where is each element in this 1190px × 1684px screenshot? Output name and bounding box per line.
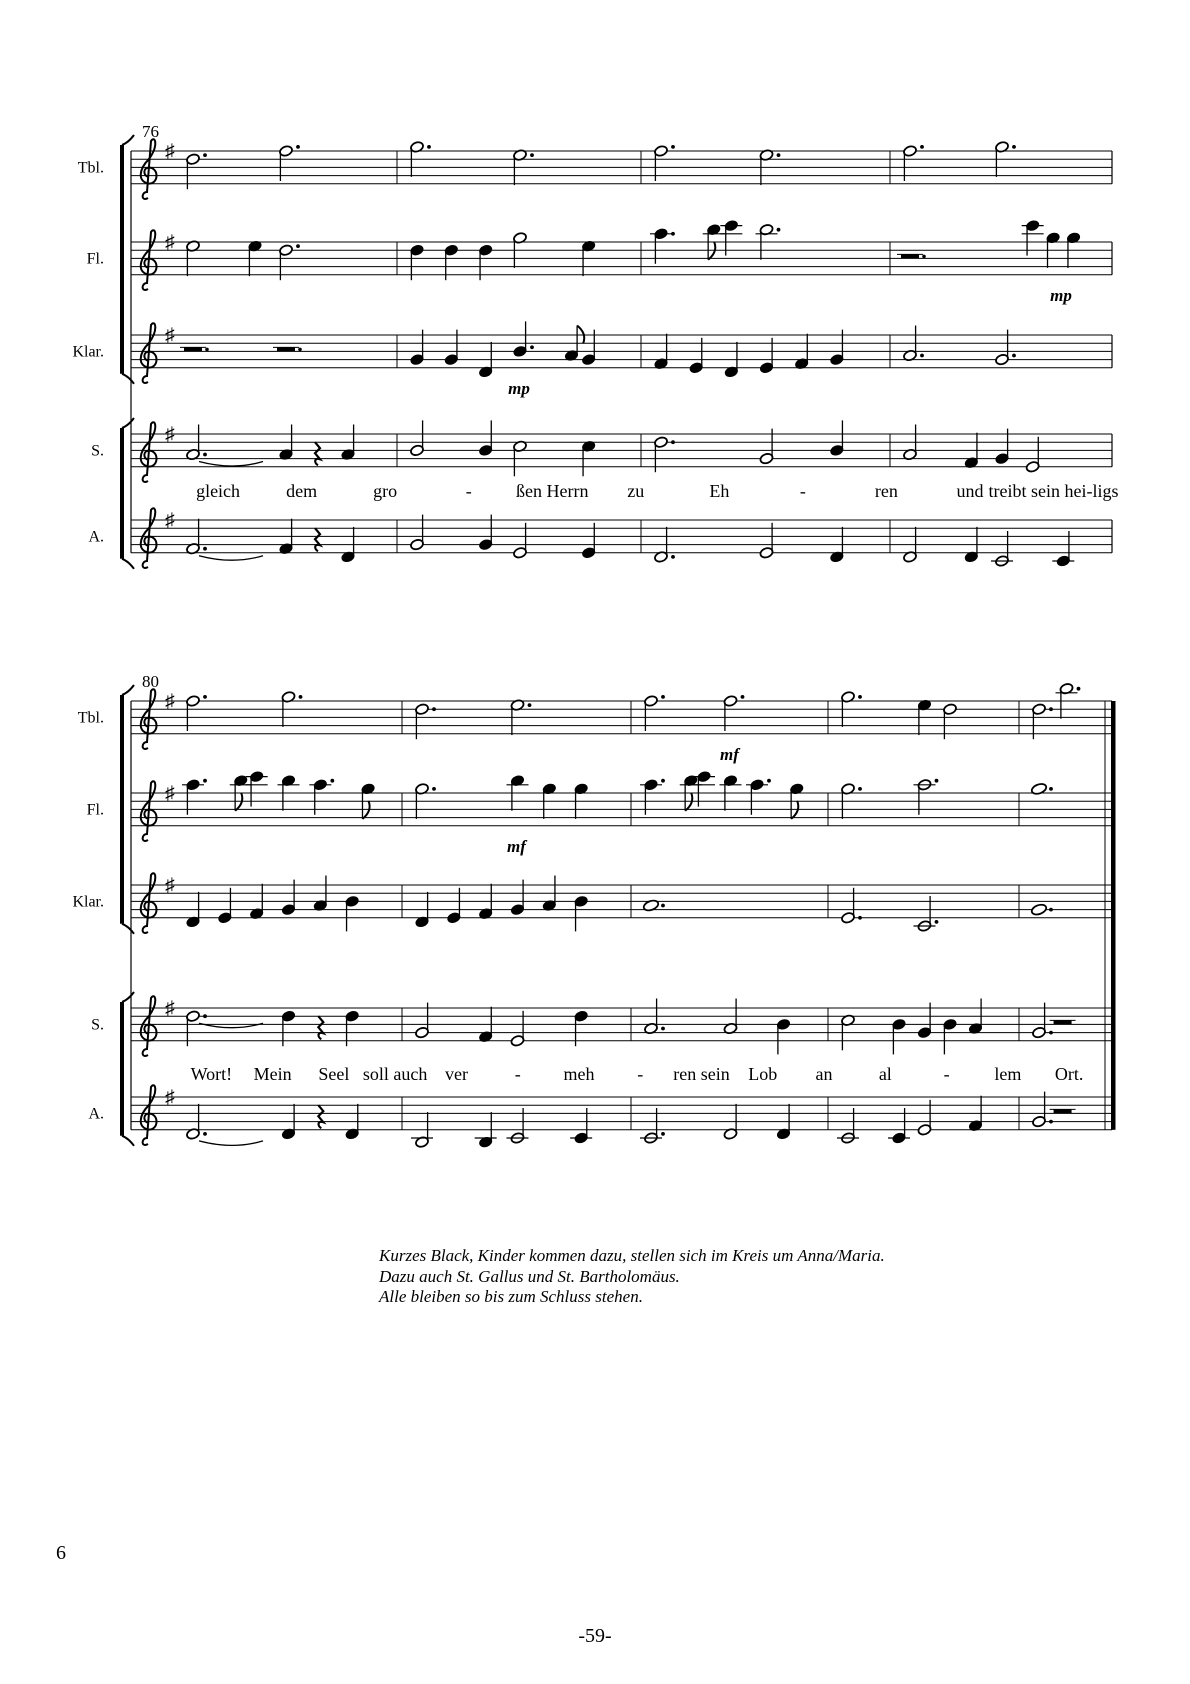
dot — [1012, 145, 1016, 149]
clef-stroke — [141, 781, 157, 841]
clef-stroke — [141, 422, 157, 482]
dot — [858, 916, 862, 920]
dot — [767, 779, 771, 783]
dot — [858, 695, 862, 699]
treble-clef-icon — [141, 508, 157, 568]
rest — [180, 347, 209, 351]
lyric-syllable: Seel — [318, 1064, 350, 1084]
dot — [741, 695, 745, 699]
treble-clef-icon — [141, 996, 157, 1056]
dot — [205, 348, 209, 352]
notehead — [642, 899, 659, 912]
note — [574, 895, 589, 931]
lyric-syllable: - — [465, 481, 472, 501]
clef-stroke — [141, 689, 157, 749]
dot — [935, 920, 939, 924]
rest — [1050, 1109, 1076, 1113]
dot — [661, 904, 665, 908]
instrument-bracket-bottom — [122, 924, 134, 934]
note — [1030, 903, 1052, 916]
dot — [671, 555, 675, 559]
dot — [777, 228, 781, 232]
dot — [296, 244, 300, 248]
dot — [661, 1027, 665, 1031]
measure-number: 80 — [142, 672, 159, 691]
voice-bracket-bottom — [122, 559, 134, 569]
lyric-syllable: lem — [994, 1064, 1022, 1084]
lyric-syllable: meh — [563, 1064, 595, 1084]
dot — [330, 779, 334, 783]
clef-stroke — [141, 508, 157, 568]
staff-label: Fl. — [86, 801, 104, 819]
dot — [920, 145, 924, 149]
dynamic-marking: mp — [1050, 285, 1072, 305]
whole-rest-icon — [1054, 1020, 1072, 1024]
lyric-syllable: gro — [373, 481, 398, 501]
treble-clef-icon — [141, 873, 157, 933]
clef-stroke — [141, 139, 157, 199]
note — [410, 420, 425, 456]
dot — [203, 547, 207, 551]
dot — [661, 1132, 665, 1136]
lyric-syllable: Eh — [709, 481, 730, 501]
stage-direction-line: Dazu auch St. Gallus und St. Bartholomäus. — [379, 1266, 680, 1286]
dot — [1049, 707, 1053, 711]
whole-rest-icon — [277, 347, 295, 351]
quarter-rest-icon — [318, 1016, 323, 1039]
dot — [432, 787, 436, 791]
lyric-syllable: ver — [444, 1064, 468, 1084]
lyric-syllable: treibt sein hei-ligs — [988, 481, 1119, 501]
sharp-icon: ♯ — [165, 510, 175, 531]
page-number: -59- — [578, 1625, 612, 1647]
dot — [427, 145, 431, 149]
dot — [432, 707, 436, 711]
staff-label: S. — [91, 442, 104, 460]
lyric-syllable: zu — [627, 481, 645, 501]
note — [642, 899, 664, 912]
dot — [1049, 908, 1053, 912]
rest — [897, 254, 926, 258]
dot — [922, 255, 926, 259]
instrument-bracket-bottom — [122, 374, 134, 384]
sharp-icon: ♯ — [165, 875, 175, 896]
lyric-syllable: soll auch — [362, 1064, 428, 1084]
lyric-syllable: ßen Herrn — [516, 481, 589, 501]
tie — [199, 1141, 263, 1146]
treble-clef-icon — [141, 422, 157, 482]
treble-clef-icon — [141, 689, 157, 749]
dot — [661, 695, 665, 699]
dot — [203, 153, 207, 157]
dot — [1012, 354, 1016, 358]
note — [776, 1018, 791, 1054]
dot — [671, 145, 675, 149]
quarter-rest-icon — [315, 442, 320, 465]
tie — [199, 556, 263, 561]
whole-rest-icon — [901, 254, 919, 258]
sharp-icon: ♯ — [165, 783, 175, 804]
dot — [203, 453, 207, 457]
dot — [530, 345, 534, 349]
treble-clef-icon — [141, 230, 157, 290]
flag — [708, 242, 715, 260]
lyric-syllable: und — [956, 481, 984, 501]
dot — [296, 145, 300, 149]
lyric-syllable: al — [878, 1064, 892, 1084]
lyric-syllable: Wort! — [190, 1064, 233, 1084]
stage-directions — [379, 1246, 885, 1308]
dot — [203, 779, 207, 783]
staff-label: A. — [88, 1105, 104, 1123]
dot — [935, 779, 939, 783]
note — [943, 1018, 958, 1054]
rest — [273, 347, 302, 351]
treble-clef-icon — [141, 139, 157, 199]
note — [513, 321, 534, 357]
sharp-icon: ♯ — [165, 325, 175, 346]
dot — [1049, 1031, 1053, 1035]
clef-stroke — [141, 996, 157, 1056]
dot — [1049, 787, 1053, 791]
notehead — [1030, 782, 1047, 795]
clef-stroke — [141, 873, 157, 933]
staff-label: Klar. — [72, 893, 104, 911]
staff-label: Tbl. — [77, 709, 104, 727]
sharp-icon: ♯ — [165, 1087, 175, 1108]
quarter-rest-icon — [315, 528, 320, 551]
lyric-syllable: Ort. — [1054, 1064, 1084, 1084]
whole-rest-icon — [1054, 1109, 1072, 1113]
staff-label: S. — [91, 1016, 104, 1034]
stage-direction-line: Kurzes Black, Kinder kommen dazu, stellen sich im Kreis um Anna/Maria. — [379, 1246, 885, 1265]
clef-stroke — [141, 230, 157, 290]
lyric-syllable: - — [799, 481, 806, 501]
sharp-icon: ♯ — [165, 998, 175, 1019]
voice-bracket-bottom — [122, 1136, 134, 1146]
dot — [920, 354, 924, 358]
dynamic-marking: mf — [507, 836, 526, 856]
note — [1030, 782, 1052, 795]
stage-direction-line: Alle bleiben so bis zum Schluss stehen. — [379, 1287, 643, 1306]
note — [345, 895, 360, 931]
sharp-icon: ♯ — [165, 424, 175, 445]
dot — [299, 695, 303, 699]
notehead — [1030, 903, 1047, 916]
tie — [199, 1023, 263, 1027]
note — [830, 420, 845, 456]
dot — [203, 1132, 207, 1136]
lyric-syllable: dem — [286, 481, 318, 501]
lyric-syllable: Mein — [253, 1064, 292, 1084]
lyric-syllable: ren sein — [673, 1064, 730, 1084]
corner-number: 6 — [56, 1542, 66, 1564]
dot — [203, 695, 207, 699]
lyric-syllable: gleich — [196, 481, 241, 501]
treble-clef-icon — [141, 1085, 157, 1145]
instrument-bracket-top — [122, 135, 134, 145]
sharp-icon: ♯ — [165, 691, 175, 712]
clef-stroke — [141, 323, 157, 383]
dot — [203, 1014, 207, 1018]
lyric-syllable: - — [637, 1064, 644, 1084]
final-barline — [1111, 701, 1116, 1130]
dot — [671, 440, 675, 444]
rest — [1050, 1020, 1076, 1024]
clef-stroke — [141, 1085, 157, 1145]
rest — [318, 1105, 323, 1128]
dot — [1077, 687, 1081, 691]
note — [478, 420, 493, 456]
dot — [671, 232, 675, 236]
lyric-syllable: - — [514, 1064, 521, 1084]
dot — [528, 703, 532, 707]
rest — [315, 442, 320, 465]
lyric-syllable: - — [943, 1064, 950, 1084]
treble-clef-icon — [141, 323, 157, 383]
rest — [318, 1016, 323, 1039]
dynamic-marking: mp — [508, 378, 530, 398]
dot — [661, 779, 665, 783]
dot — [298, 348, 302, 352]
dot — [777, 153, 781, 157]
dot — [1049, 1120, 1053, 1124]
measure-number: 76 — [142, 122, 159, 141]
staff-label: Klar. — [72, 343, 104, 361]
staff-label: A. — [88, 528, 104, 546]
dynamic-marking: mf — [720, 744, 739, 764]
treble-clef-icon — [141, 781, 157, 841]
sharp-icon: ♯ — [165, 232, 175, 253]
rest — [315, 528, 320, 551]
instrument-bracket-top — [122, 685, 134, 695]
lyric-syllable: ren — [874, 481, 898, 501]
system — [122, 135, 1112, 569]
dot — [530, 153, 534, 157]
quarter-rest-icon — [318, 1105, 323, 1128]
dot — [858, 787, 862, 791]
lyric-syllable: an — [815, 1064, 833, 1084]
tie — [199, 462, 263, 467]
lyric-syllable: Lob — [748, 1064, 778, 1084]
voice-bracket-top — [122, 992, 134, 1002]
sharp-icon: ♯ — [165, 141, 175, 162]
staff-label: Tbl. — [77, 159, 104, 177]
note — [892, 1018, 907, 1054]
voice-bracket-top — [122, 418, 134, 428]
staff-label: Fl. — [86, 250, 104, 268]
whole-rest-icon — [184, 347, 202, 351]
